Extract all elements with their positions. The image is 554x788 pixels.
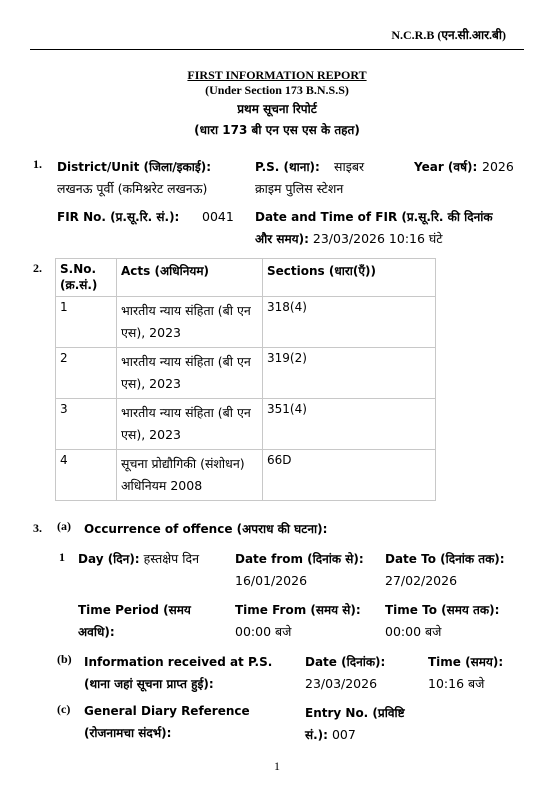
time-to-value: 00:00 बजे bbox=[385, 624, 442, 639]
day-label: Day (दिन): bbox=[78, 552, 140, 566]
date-to-label: Date To (दिनांक तक): bbox=[385, 552, 505, 566]
report-title-hindi: प्रथम सूचना रिपोर्ट bbox=[237, 102, 317, 116]
cell-sno: 3 bbox=[56, 399, 117, 450]
district-label: District/Unit (जिला/इकाई): bbox=[57, 160, 212, 174]
cell-section: 351(4) bbox=[263, 399, 436, 450]
fir-no-value: 0041 bbox=[202, 209, 234, 224]
district-value: लखनऊ पूर्वी (कमिश्नरेट लखनऊ) bbox=[57, 181, 208, 196]
cell-section: 318(4) bbox=[263, 297, 436, 348]
gd-reference-label: General Diary Reference (रोजनामचा संदर्भ): bbox=[84, 704, 250, 740]
info-received-label: Information received at P.S. (थाना जहां सूचना प्राप्त हुई): bbox=[84, 655, 273, 691]
cell-act: सूचना प्रोद्यौगिकी (संशोधन) अधिनियम 2008 bbox=[117, 450, 263, 501]
report-subtitle: (Under Section 173 B.N.S.S) bbox=[205, 83, 349, 97]
sub-c-tag: (c) bbox=[57, 702, 71, 716]
cell-act: भारतीय न्याय संहिता (बी एन एस), 2023 bbox=[117, 399, 263, 450]
entry-no-value: 007 bbox=[331, 727, 356, 742]
entry-no-label: Entry No. (प्रविष्टि सं.): bbox=[305, 706, 405, 742]
day-value: हस्तक्षेप दिन bbox=[143, 551, 200, 566]
time-to-label: Time To (समय तक): bbox=[385, 603, 500, 617]
acts-sections-table bbox=[55, 258, 436, 501]
date-to-value: 27/02/2026 bbox=[385, 573, 458, 588]
ps-label: P.S. (थाना): bbox=[255, 160, 320, 174]
cell-sno: 1 bbox=[56, 297, 117, 348]
col-header-sections: Sections (धारा(एँ)) bbox=[263, 259, 436, 297]
fir-no-label: FIR No. (प्र.सू.रि. सं.): bbox=[57, 210, 180, 224]
section-1-number: 1. bbox=[33, 157, 42, 171]
table-row bbox=[56, 348, 436, 399]
table-row bbox=[56, 450, 436, 501]
sub-b-tag: (b) bbox=[57, 652, 72, 666]
year-value: 2026 bbox=[482, 159, 514, 174]
info-date-value: 23/03/2026 bbox=[305, 676, 378, 691]
date-from-value: 16/01/2026 bbox=[235, 573, 308, 588]
fir-datetime-label: Date and Time of FIR (प्र.सू.रि. की दिनांक और समय): bbox=[255, 210, 493, 246]
table-row bbox=[56, 399, 436, 450]
fir-datetime-value: 23/03/2026 10:16 घंटे bbox=[312, 231, 443, 246]
header-rule bbox=[30, 49, 524, 50]
info-time-label: Time (समय): bbox=[428, 655, 504, 669]
section-3-number: 3. bbox=[33, 521, 42, 535]
cell-act: भारतीय न्याय संहिता (बी एन एस), 2023 bbox=[117, 348, 263, 399]
info-date-label: Date (दिनांक): bbox=[305, 655, 386, 669]
sub-a-tag: (a) bbox=[57, 519, 71, 533]
time-period-label: Time Period (समय अवधि): bbox=[78, 603, 191, 639]
info-time-value: 10:16 बजे bbox=[428, 676, 485, 691]
cell-section: 319(2) bbox=[263, 348, 436, 399]
table-row bbox=[56, 297, 436, 348]
occurrence-item-number: 1 bbox=[59, 550, 65, 564]
report-subtitle-hindi: (धारा 173 बी एन एस एस के तहत) bbox=[194, 123, 360, 137]
ps-value: साइबर क्राइम पुलिस स्टेशन bbox=[255, 159, 365, 196]
section-2-number: 2. bbox=[33, 261, 42, 275]
ncrb-header: N.C.R.B (एन.सी.आर.बी) bbox=[391, 28, 506, 42]
date-from-label: Date from (दिनांक से): bbox=[235, 552, 364, 566]
occurrence-label: Occurrence of offence (अपराध की घटना): bbox=[84, 522, 328, 536]
time-from-value: 00:00 बजे bbox=[235, 624, 292, 639]
col-header-sno: S.No. (क्र.सं.) bbox=[56, 259, 117, 297]
report-title: FIRST INFORMATION REPORT bbox=[187, 68, 367, 82]
cell-sno: 4 bbox=[56, 450, 117, 501]
cell-act: भारतीय न्याय संहिता (बी एन एस), 2023 bbox=[117, 297, 263, 348]
cell-section: 66D bbox=[263, 450, 436, 501]
year-label: Year (वर्ष): bbox=[414, 160, 478, 174]
cell-sno: 2 bbox=[56, 348, 117, 399]
time-from-label: Time From (समय से): bbox=[235, 603, 361, 617]
table-header-row bbox=[56, 259, 436, 297]
page-number: 1 bbox=[274, 759, 280, 773]
col-header-acts: Acts (अधिनियम) bbox=[117, 259, 263, 297]
